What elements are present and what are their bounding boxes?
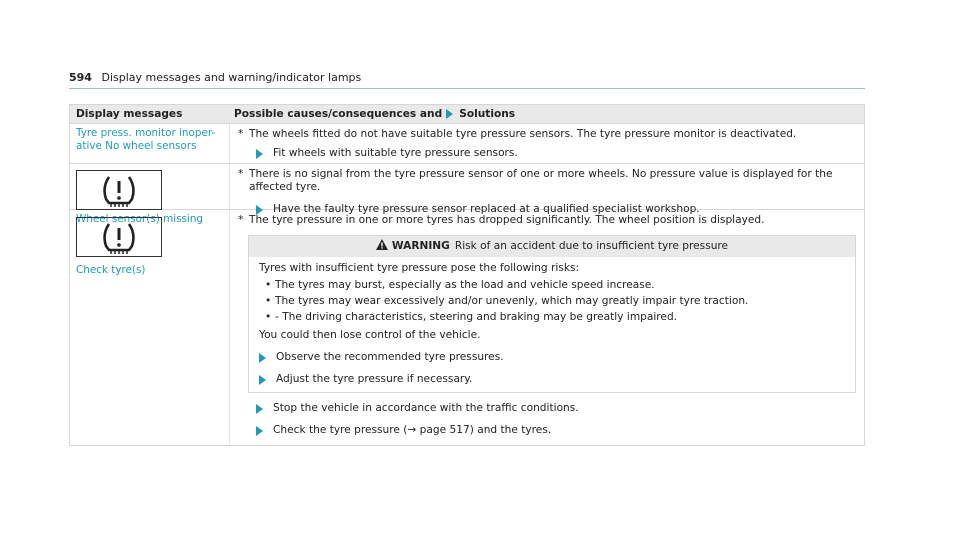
solution-arrow-icon — [256, 149, 263, 159]
page-section-title: Display messages and warning/indicator lamps — [101, 71, 362, 84]
warning-body — [249, 257, 855, 392]
display-message-cell — [70, 164, 229, 225]
col-display-messages-header: Display messages — [76, 108, 183, 120]
cause-text: * The tyre pressure in one or more tyres has dropped significantly. The wheel position is displayed. — [238, 214, 765, 226]
cause-cell — [229, 210, 864, 445]
display-message: Tyre press. monitor inoper-ative No wheel sensors — [76, 127, 216, 152]
header-divider — [69, 88, 865, 89]
col-solutions-header-text: Solutions — [459, 108, 516, 120]
warning-label: WARNING — [391, 240, 450, 252]
list-item: • The tyres may burst, especially as the load and vehicle speed increase. — [265, 279, 655, 291]
solution-arrow-icon — [259, 353, 266, 363]
table-row — [70, 209, 864, 445]
table-header — [70, 105, 864, 123]
solution-item: Observe the recommended tyre pressures. — [259, 351, 845, 364]
solution-arrow-icon — [446, 109, 453, 119]
solution-item: Adjust the tyre pressure if necessary. — [259, 373, 845, 386]
warning-header — [249, 236, 855, 257]
display-message: Check tyre(s) — [76, 264, 146, 276]
solution-item: Stop the vehicle in accordance with the traffic conditions. — [256, 402, 856, 415]
page-number: 594 — [69, 71, 92, 84]
page-reference-link[interactable]: → page 517 — [407, 424, 470, 436]
solution-item: Have the faulty tyre pressure sensor replaced at a qualified specialist workshop. — [256, 203, 856, 216]
warning-intro: Tyres with insufficient tyre pressure pose the following risks: — [259, 262, 580, 274]
warning-box — [248, 235, 856, 393]
tyre-pressure-warning-icon — [76, 170, 162, 210]
warning-triangle-icon — [376, 239, 388, 254]
solution-arrow-icon — [256, 426, 263, 436]
col-causes-header — [229, 108, 864, 120]
cause-text: * The wheels fitted do not have suitable tyre pressure sensors. The tyre pressure monitor is deactivated. — [238, 128, 797, 140]
solution-arrow-icon — [259, 375, 266, 385]
cause-cell — [229, 164, 864, 215]
warning-title: Risk of an accident due to insufficient tyre pressure — [454, 240, 729, 252]
table-row — [70, 123, 864, 163]
display-message: Wheel sensor(s) missing — [76, 213, 203, 225]
tyre-pressure-warning-icon — [76, 217, 162, 257]
list-item: • The tyres may wear excessively and/or unevenly, which may greatly impair tyre traction. — [265, 295, 749, 307]
page-header — [69, 71, 361, 84]
solution-item: Check the tyre pressure (→ page 517) and the tyres. — [256, 424, 856, 437]
list-item: • - The driving characteristics, steering and braking may be greatly impaired. — [265, 311, 678, 323]
cause-text: * There is no signal from the tyre pressure sensor of one or more wheels. No pressure value is displayed for the affected tyre. — [238, 168, 833, 193]
display-messages-table — [69, 104, 865, 446]
warning-consequence: You could then lose control of the vehicle. — [259, 329, 481, 341]
solution-arrow-icon — [256, 404, 263, 414]
cause-cell — [229, 124, 864, 163]
display-message-cell — [70, 210, 229, 445]
col-causes-header-text: Possible causes/consequences and — [234, 108, 443, 120]
solution-item: Fit wheels with suitable tyre pressure sensors. — [256, 147, 856, 160]
